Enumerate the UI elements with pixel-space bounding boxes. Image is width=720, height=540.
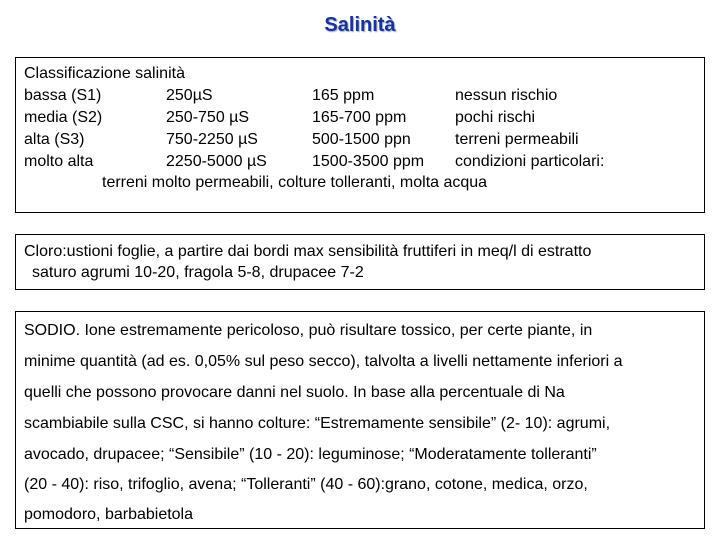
salinity-heading: Classificazione salinità [24, 65, 185, 82]
salinity-conductivity: 250-750 µS [166, 109, 250, 126]
salinity-ppm: 1500-3500 ppm [312, 153, 425, 170]
sodio-line: SODIO. Ione estremamente pericoloso, può risultare tossico, per certe piante, in [24, 322, 593, 339]
salinity-ppm: 165-700 ppm [312, 109, 407, 126]
cloro-line: saturo agrumi 10-20, fragola 5-8, drupacee 7-2 [32, 264, 364, 281]
salinity-conductivity: 2250-5000 µS [166, 153, 267, 170]
salinity-row [16, 109, 704, 131]
salinity-note: terreni permeabili [455, 131, 579, 148]
sodio-line: (20 - 40): riso, trifoglio, avena; “Tolleranti” (40 - 60):grano, cotone, medica, orzo, [24, 476, 588, 493]
cloro-text [24, 241, 591, 283]
salinity-ppm: 165 ppm [312, 87, 375, 104]
salinity-note: pochi rischi [455, 109, 536, 126]
salinity-class: media (S2) [24, 109, 103, 126]
salinity-class: bassa (S1) [24, 87, 102, 104]
salinity-row [16, 87, 704, 109]
sodio-line: pomodoro, barbabietola [24, 506, 194, 523]
cloro-line: Cloro:ustioni foglie, a partire dai bordi max sensibilità fruttiferi in meq/l di estratto [24, 243, 592, 260]
sodio-line: avocado, drupacee; “Sensibile” (10 - 20): leguminose; “Moderatamente tolleranti” [24, 446, 597, 463]
salinity-classification-box [15, 57, 705, 213]
salinity-conductivity: 750-2250 µS [166, 131, 258, 148]
salinity-row [16, 131, 704, 153]
sodio-line: scambiabile sulla CSC, si hanno colture: “Estremamente sensibile” (2- 10): agrumi, [24, 415, 611, 432]
salinity-footer: terreni molto permeabili, colture tolleranti, molta acqua [102, 174, 488, 191]
sodio-line: minime quantità (ad es. 0,05% sul peso secco), talvolta a livelli nettamente inferiori a [24, 353, 623, 370]
salinity-class: molto alta [24, 153, 94, 170]
page-title: Salinità [324, 14, 396, 36]
salinity-row [16, 153, 704, 175]
sodio-line: quelli che possono provocare danni nel suolo. In base alla percentuale di Na [24, 384, 565, 401]
salinity-note: nessun rischio [455, 87, 558, 104]
salinity-class: alta (S3) [24, 131, 85, 148]
salinity-ppm: 500-1500 ppn [312, 131, 411, 148]
cloro-box [15, 234, 705, 290]
salinity-note: condizioni particolari: [455, 153, 605, 170]
sodio-box [15, 311, 705, 529]
salinity-conductivity: 250µS [166, 87, 213, 104]
